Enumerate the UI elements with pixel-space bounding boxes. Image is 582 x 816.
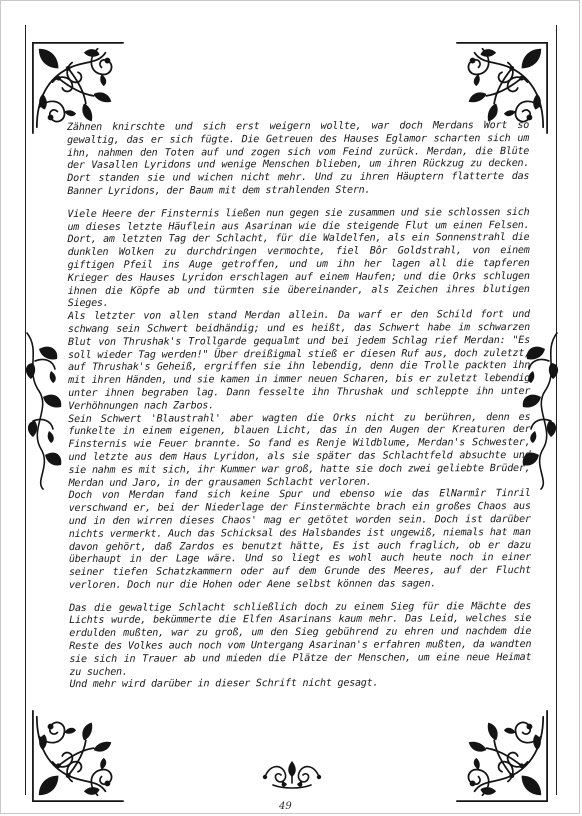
- floral-corner-icon: [453, 707, 551, 805]
- paragraph: Zähnen knirschte und sich erst weigern wollte, war doch Merdans Wort so gewaltig, das er sich fügte. Die Getreuen des Hauses Eglamor scharten sich um ihn, nahmen den Toten auf und zogen sich vom Feind zurück. Merdan, die Blüte der Vasallen Lyridons und wenige Menschen blieben, um ihren Rückzug zu decken. Dort standen sie und wichen nicht mehr. Und zu ihren Häuptern flatterte das Banner Lyridons, der Baum mit dem strahlenden Stern.: [67, 119, 530, 197]
- ivy-vine-icon: [21, 331, 65, 491]
- paragraph: Doch von Merdan fand sich keine Spur und ebenso wie das ElNarmîr Tinril verschwand er, bei der Niederlage der Finstermächte brach ein großes Chaos aus und in den wirren dieses Chaos' mag er getötet worden sein. Doch ist darüber nichts vermerkt. Auch das Schicksal des Halsbandes ist ungewiß, niemals hat man davon gehört, daß Zardos es benutzt hätte, Es ist auch fraglich, ob er dazu überhaupt in der Lage wäre. Und so liegt es wohl auch heute noch in einer seiner tiefen Schatzkammern oder auf dem Grunde des Meeres, auf der Flucht verloren. Doch nur die Hohen oder Aene selbst können das sagen.: [68, 488, 531, 591]
- story-text: [67, 120, 531, 692]
- paragraph: Das die gewaltige Schlacht schließlich doch zu einem Sieg für die Mächte des Lichts wurde, bekümmerte die Elfen Asarinans kaum mehr. Das Leid, welches sie erdulden mußten, war zu groß, um den Sieg gebührend zu ehren und nachdem die Reste des Volkes auch noch vom Untergang Asarinan's erfahren mußten, da wandten sie sich in Trauer ab und mieden die Plätze der Menschen, um eine neue Heimat zu suchen.: [69, 600, 532, 678]
- page-number: 49: [279, 801, 292, 812]
- paragraph: Sein Schwert 'Blaustrahl' aber wagten die Orks nicht zu berühren, denn es funkelte in einem eigenen, blauen Licht, das in den Augen der Kreaturen der Finsternis wie Feuer brannte. So fand es Renje Wildblume, Merdan's Schwester, und letzte aus dem Haus Lyridon, als sie später das Schlachtfeld absuchte und sie nahm es mit sich, ihr Kummer war groß, hatte sie doch zwei geliebte Brüder, Merdan und Jaro, in der grausamen Schlacht verloren.: [68, 411, 531, 489]
- paragraph: Viele Heere der Finsternis ließen nun gegen sie zusammen und sie schlossen sich um dieses letzte Häuflein aus Asarinan wie die steigende Flut um einen Felsen. Dort, am letzten Tag der Schlacht, für die Waldelfen, als ein Sonnenstrahl die dunklen Wolken zu durchdringen vermochte, fiel Bôr Goldstrahl, von einem giftigen Pfeil ins Auge getroffen, und um ihn her lagen all die tapferen Krieger des Hauses Lyridon erschlagen auf einem Haufen; und die Orks schlugen ihnen die Köpfe ab und türmten sie übereinander, als Zeichen ihres blutigen Sieges.: [67, 206, 530, 310]
- scroll-ornament-icon: [259, 757, 325, 791]
- paragraph: Als letzter von allen stand Merdan allein. Da warf er den Schild fort und schwang sein Schwert beidhändig; und es heißt, das Schwert habe im schwarzen Blut von Thrushak's Trollgarde gequalmt und bei jedem Schlag rief Merdan: "Es soll wieder Tag werden!" Über dreißigmal stieß er diesen Ruf aus, doch zuletzt, auf Thrushak's Geheiß, ergriffen sie ihn lebendig, denn die Trolle packten ihn mit ihren Händen, und sie kamen in immer neuen Scharen, bis er zuletzt lebendig unter ihnen begraben lag. Dann fesselte ihn Thrushak und schleppte ihn unter Verhöhnungen nach Zarbos.: [67, 309, 531, 412]
- floral-corner-icon: [29, 707, 127, 805]
- closing-line: Und mehr wird darüber in dieser Schrift nicht gesagt.: [69, 678, 379, 691]
